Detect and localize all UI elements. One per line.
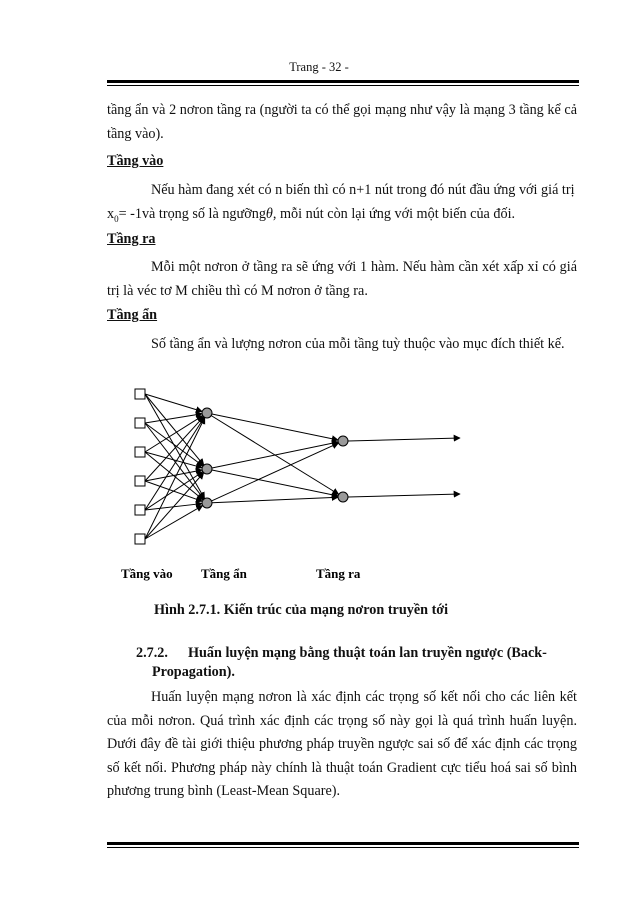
section-2-7-2-title-line2: Propagation).: [152, 664, 235, 680]
input-node-1: [135, 418, 145, 428]
footer-rule: [107, 842, 579, 845]
input-node-2: [135, 447, 145, 457]
hidden-node-1: [202, 464, 212, 474]
edge-input-5-hidden-1: [145, 473, 204, 539]
intro-paragraph: tầng ẩn và 2 nơron tầng ra (người ta có thể gọi mạng như vậy là mạng 3 tầng kể cả tầng vào).: [107, 102, 577, 142]
label-output-layer: Tầng ra: [316, 566, 361, 581]
page-header: Trang - 32 -: [289, 60, 349, 74]
hidden-node-2: [202, 498, 212, 508]
heading-output-layer: Tầng ra: [107, 231, 156, 247]
output-layer-paragraph: Mỗi một nơron ở tầng ra sẽ ứng với 1 hàm. Nếu hàm cần xét xấp xỉ có giá trị là véc tơ M chiều thì có M nơron ở tầng ra.: [107, 259, 577, 299]
hidden-layer-paragraph: Số tầng ẩn và lượng nơron của mỗi tầng tuỳ thuộc vào mục đích thiết kế.: [151, 336, 565, 352]
edge-input-4-hidden-0: [145, 417, 204, 510]
section-2-7-2-paragraph: Huấn luyện mạng nơron là xác định các trọng số kết nối cho các liên kết của mỗi nơron. Quá trình xác định các trọng số này gọi là quá trình huấn luyện. Dưới đây đề tài giới thiệu phương pháp truyền ngược sai số để xác định các trọng số kết nối. Phương pháp này chính là thuật toán Gradient cực tiểu hoá sai số bình phương trung bình (Least-Mean Square).: [107, 689, 577, 799]
x-subscript: 0: [114, 213, 119, 224]
input-layer-text-a: = -1và trọng số là ngưỡng: [118, 206, 266, 222]
edge-hidden-1-output-0: [212, 442, 338, 468]
edge-input-5-hidden-0: [145, 417, 205, 539]
input-layer-line1: Nếu hàm đang xét có n biến thì có n+1 nút trong đó nút đầu ứng với giá trị: [151, 182, 575, 198]
output-node-1: [338, 492, 348, 502]
heading-input-layer: Tầng vào: [107, 153, 164, 169]
x-variable: x: [107, 206, 115, 222]
label-input-layer: Tầng vào: [121, 566, 173, 581]
input-node-3: [135, 476, 145, 486]
hidden-node-0: [202, 408, 212, 418]
section-2-7-2-title-line1: Huấn luyện mạng bằng thuật toán lan truyền ngược (Back-: [188, 645, 547, 661]
label-hidden-layer: Tầng ẩn: [201, 566, 247, 581]
input-node-5: [135, 534, 145, 544]
input-node-0: [135, 389, 145, 399]
edge-hidden-0-output-0: [212, 414, 338, 440]
output-node-0: [338, 436, 348, 446]
figure-caption: Hình 2.7.1. Kiến trúc của mạng nơron truyền tới: [154, 602, 449, 618]
output-arrow-0: [348, 438, 460, 441]
footer-rule-thin: [107, 847, 579, 848]
section-2-7-2-number: 2.7.2.: [136, 645, 168, 661]
heading-hidden-layer: Tầng ẩn: [107, 307, 158, 323]
input-node-4: [135, 505, 145, 515]
edge-hidden-2-output-1: [212, 497, 338, 503]
output-arrow-1: [348, 494, 460, 497]
edge-input-1-hidden-2: [145, 423, 204, 499]
theta-symbol: θ: [265, 206, 273, 222]
input-layer-text-b: , mỗi nút còn lại ứng với một biến của đối.: [272, 206, 516, 222]
